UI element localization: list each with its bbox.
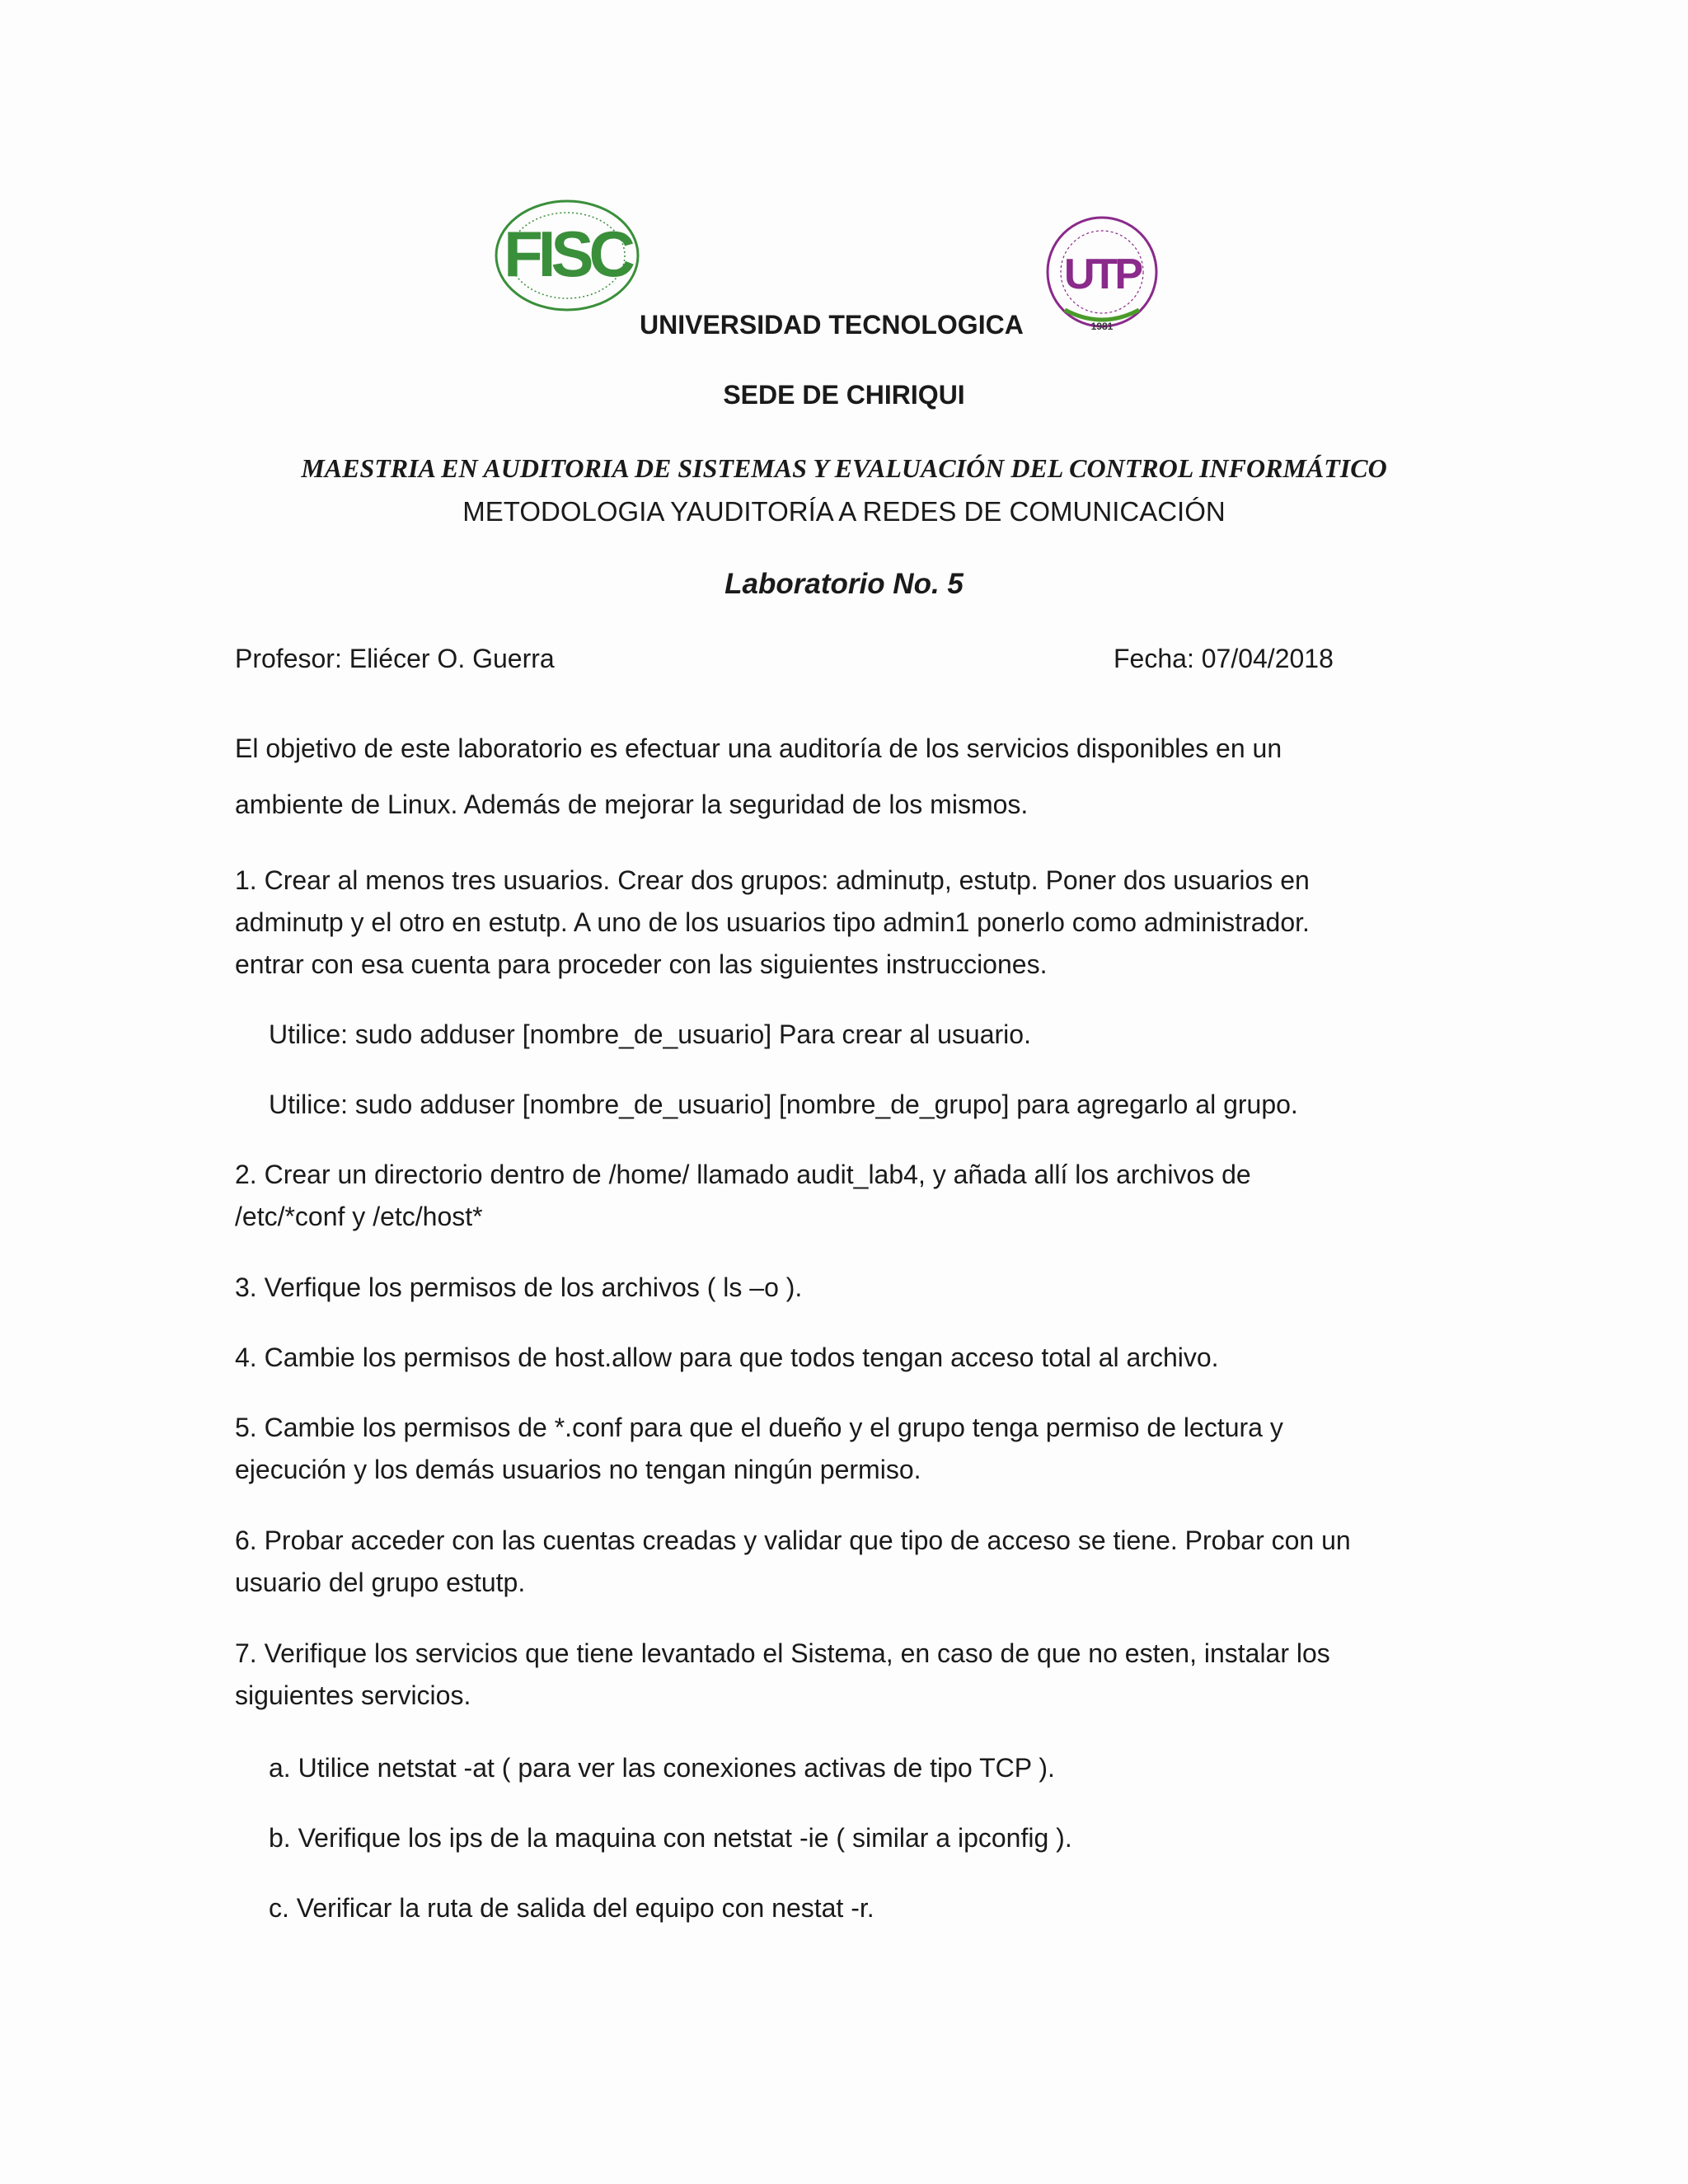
item-6 bbox=[235, 1520, 1438, 1604]
item-line: 1. Crear al menos tres usuarios. Crear dos grupos: adminutp, estutp. Poner dos usuarios en bbox=[235, 865, 1310, 895]
item-line: usuario del grupo estutp. bbox=[235, 1568, 526, 1597]
program-name: MAESTRIA EN AUDITORIA DE SISTEMAS Y EVALUACIÓN DEL CONTROL INFORMÁTICO bbox=[301, 453, 1387, 483]
objective-paragraph bbox=[235, 720, 1438, 832]
item-1 bbox=[235, 860, 1438, 986]
sub-item-a: a. Utilice netstat -at ( para ver las conexiones activas de tipo TCP ). bbox=[269, 1753, 1055, 1783]
item-4: 4. Cambie los permisos de host.allow para que todos tengan acceso total al archivo. bbox=[235, 1343, 1219, 1372]
item-3: 3. Verfique los permisos de los archivos ( ls –o ). bbox=[235, 1272, 803, 1302]
lab-date: Fecha: 07/04/2018 bbox=[1114, 644, 1334, 673]
fisc-logo bbox=[493, 198, 641, 313]
utp-logo-year: 1981 bbox=[1090, 321, 1114, 332]
usage-add-user: Utilice: sudo adduser [nombre_de_usuario] Para crear al usuario. bbox=[269, 1019, 1031, 1049]
item-line: ejecución y los demás usuarios no tengan ningún permiso. bbox=[235, 1455, 921, 1484]
item-7 bbox=[235, 1633, 1438, 1717]
item-line: 5. Cambie los permisos de *.conf para que el dueño y el grupo tenga permiso de lectura y bbox=[235, 1413, 1283, 1442]
sub-item-c: c. Verificar la ruta de salida del equipo con nestat -r. bbox=[269, 1893, 874, 1923]
item-line: siguientes servicios. bbox=[235, 1680, 471, 1710]
fisc-logo-text: FISC bbox=[504, 218, 631, 290]
utp-logo bbox=[1040, 213, 1164, 336]
sub-item-b: b. Verifique los ips de la maquina con netstat -ie ( similar a ipconfig ). bbox=[269, 1823, 1072, 1853]
objective-line: ambiente de Linux. Además de mejorar la seguridad de los mismos. bbox=[235, 790, 1029, 819]
usage-add-group: Utilice: sudo adduser [nombre_de_usuario] [nombre_de_grupo] para agregarlo al grupo. bbox=[269, 1090, 1298, 1119]
lab-title: Laboratorio No. 5 bbox=[724, 568, 964, 600]
item-line: /etc/*conf y /etc/host* bbox=[235, 1202, 483, 1231]
item-2 bbox=[235, 1154, 1438, 1238]
campus-name: SEDE DE CHIRIQUI bbox=[723, 380, 965, 410]
objective-line: El objetivo de este laboratorio es efectuar una auditoría de los servicios disponibles en un bbox=[235, 733, 1282, 763]
item-line: 6. Probar acceder con las cuentas creadas y validar que tipo de acceso se tiene. Probar con un bbox=[235, 1526, 1351, 1555]
item-line: 2. Crear un directorio dentro de /home/ llamado audit_lab4, y añada allí los archivos de bbox=[235, 1160, 1251, 1189]
course-name: METODOLOGIA YAUDITORÍA A REDES DE COMUNICACIÓN bbox=[462, 496, 1226, 527]
professor-name: Profesor: Eliécer O. Guerra bbox=[235, 644, 555, 673]
item-line: entrar con esa cuenta para proceder con las siguientes instrucciones. bbox=[235, 949, 1048, 979]
university-name: UNIVERSIDAD TECNOLOGICA bbox=[640, 310, 1024, 340]
item-line: adminutp y el otro en estutp. A uno de los usuarios tipo admin1 ponerlo como administrador. bbox=[235, 907, 1310, 937]
item-line: 7. Verifique los servicios que tiene levantado el Sistema, en caso de que no esten, instalar los bbox=[235, 1638, 1330, 1668]
utp-logo-text: UTP bbox=[1064, 251, 1140, 298]
item-5 bbox=[235, 1407, 1438, 1491]
